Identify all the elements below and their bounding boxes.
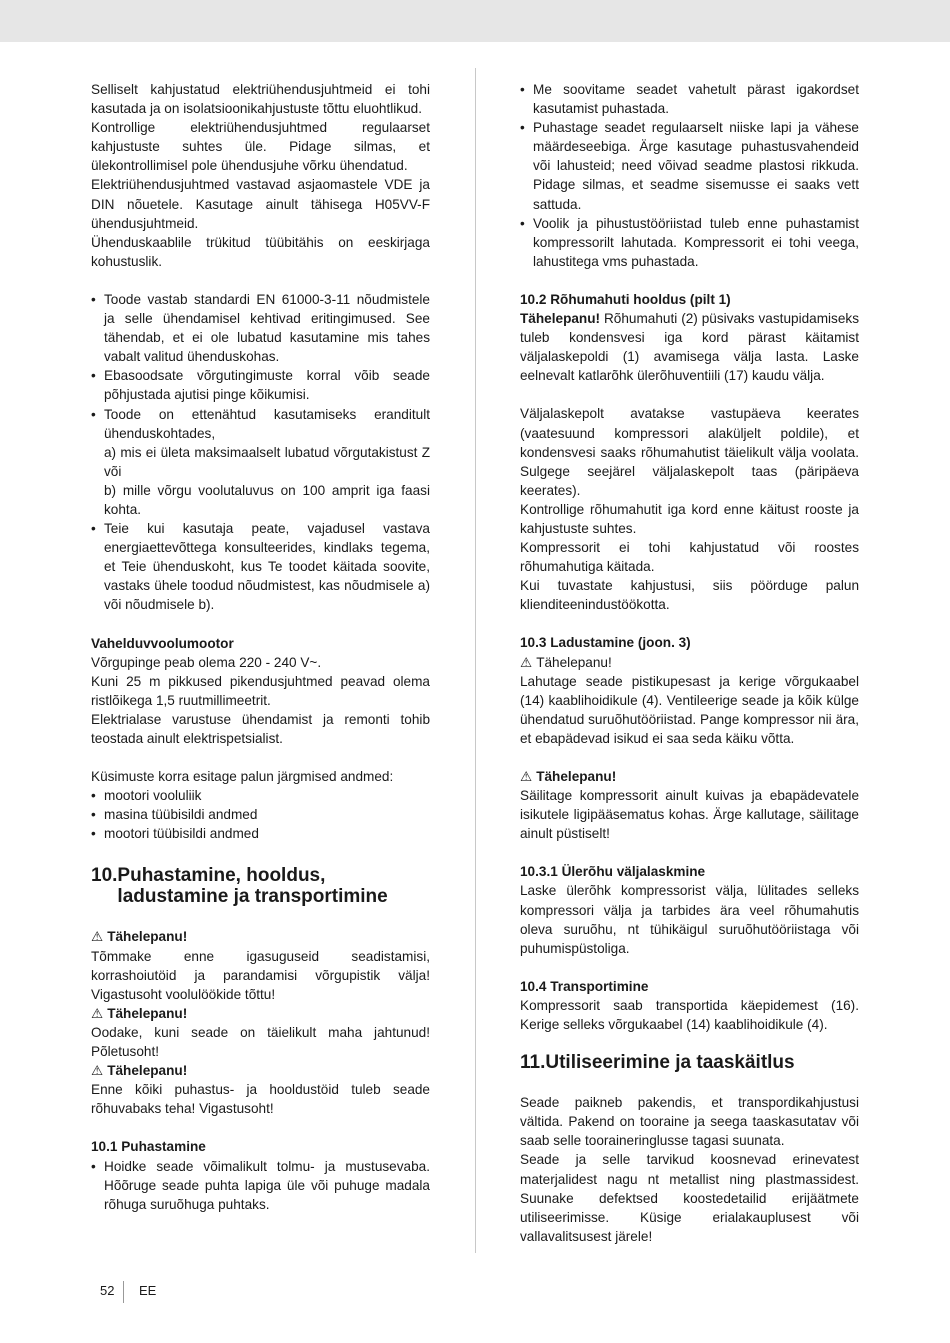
list-item-option-a: a) mis ei ületa maksimaalselt lubatud võrgutakistust Z või <box>104 444 430 479</box>
bullet-list <box>520 80 859 271</box>
paragraph: Elektriühendusjuhtmed vastavad asjaomastele VDE ja DIN nõuetele. Kasutage ainult tähisega H05VV-F ühendusjuhtmeid. <box>91 177 430 231</box>
paragraph: Kompressorit ei tohi kahjustatud või roostes rõhumahutiga käitada. <box>520 540 859 575</box>
warning-icon: ⚠ <box>520 654 533 670</box>
paragraph: Kuni 25 m pikkused pikendusjuhtmed peavad olema ristlõikega 1,5 ruutmillimeetrit. <box>91 673 430 708</box>
column-divider <box>475 68 476 1253</box>
list-item-text: Toode on ettenähtud kasutamiseks eranditult ühenduskohtades, <box>104 406 430 441</box>
section-heading: 10.2 Rõhumahuti hooldus (pilt 1) <box>520 291 731 307</box>
paragraph: Kontrollige rõhumahutit iga kord enne käitust rooste ja kahjustuste suhtes. <box>520 501 859 536</box>
warning-icon: ⚠ <box>91 1005 104 1021</box>
warning-heading: ⚠ Tähelepanu! <box>91 1061 430 1080</box>
list-item: • masina tüübisildi andmed <box>91 805 430 824</box>
warning-icon: ⚠ <box>91 929 104 945</box>
warning-icon: ⚠ <box>91 1063 104 1079</box>
footer-divider <box>123 1281 124 1303</box>
section-heading: 10.3.1 Ülerõhu väljalaskmine <box>520 864 706 880</box>
paragraph: Kui tuvastate kahjustusi, siis pöörduge palun klienditeenindustöökotta. <box>520 578 859 613</box>
paragraph: Võrgupinge peab olema 220 - 240 V~. <box>91 654 322 670</box>
section-heading: 10.3 Ladustamine (joon. 3) <box>520 635 691 651</box>
paragraph: Tähelepanu! Rõhumahuti (2) püsivaks vastupidamiseks tuleb kondensvesi iga kord pärast käitamist väljalaskepoldi (1) avamisega välja lasta. Laske eelnevalt katlarõhk ülerõhuventiili (17) kaudu välja. <box>520 311 860 384</box>
paragraph: Elektrialase varustuse ühendamist ja remonti tohib teostada ainult elektrispetsialist. <box>91 711 430 746</box>
paragraph: Kontrollige elektriühendusjuhtmed regulaarset kahjustuste suhtes üle. Pidage silmas, et ülekontrollimisel pole ühendusjuhe võrku ühendatud. <box>91 120 430 174</box>
list-item: • Puhastage seadet regulaarselt niiske lapi ja vähese määrdeseebiga. Ärge kasutage puhastusvahendeid või lahusteid; need võivad seadme plastosi rikkuda. Pidage silmas, et seadme sisemusse ei saaks vett sattuda. <box>520 118 859 213</box>
list-item: • Voolik ja pihustustööriistad tuleb enne puhastamist kompressorilt lahutada. Kompressorit ei tohi veega, lahustitega vms puhastada. <box>520 214 859 271</box>
paragraph: Seade paikneb pakendis, et transpordikahjustusi vältida. Pakend on tooraine ja seega taaskasutatav või saab selle tooraineringlusse tagasi suunata. <box>520 1095 859 1149</box>
section-title <box>520 1052 859 1073</box>
list-item: • mootori vooluliik <box>91 786 430 805</box>
section-heading: 10.4 Transportimine <box>520 978 649 994</box>
paragraph: Laske ülerõhk kompressorist välja, lülitades selleks kompressori välja ja tarbides ära veel rõhumahutis oleva suruõhu, nt tühikäigul suruõhutööriistaga või puhumispüstoliga. <box>520 883 859 956</box>
list-item: • Hoidke seade võimalikult tolmu- ja mustusevaba. Hõõruge seade puhta lapiga üle või puhuge madala rõhuga suruõhuga puhtaks. <box>91 1157 430 1214</box>
section-heading: 10.1 Puhastamine <box>91 1139 206 1155</box>
section-number: 11. <box>520 1052 546 1074</box>
warning-heading: ⚠ Tähelepanu! <box>520 767 859 786</box>
list-item: • Teie kui kasutaja peate, vajadusel vastava energiaettevõttega konsulteerides, kindlaks tegema, et Teie ühenduskoht, kus Te toodet käitada soovite, vastaks ühele toodud nõudmistest, kas nõudmisele a) või nõudmisele b). <box>91 519 430 614</box>
list-item-option-b: b) mille võrgu voolutaluvus on 100 amprit iga faasi kohta. <box>104 482 430 517</box>
warning-heading: ⚠ Tähelepanu! <box>91 1004 430 1023</box>
bullet-list <box>91 290 430 615</box>
paragraph: Ühenduskaablile trükitud tüübitähis on eeskirjaga kohustuslik. <box>91 234 430 269</box>
top-bar <box>0 0 950 42</box>
paragraph: Väljalaskepolt avatakse vastupäeva keerates (vaatesuund kompressori alaküljelt poldile), et kondensvesi saaks rõhumahutist täielikult välja voolata. Sulgege seejärel väljalaskepolt taas (päripäeva keerates). <box>520 406 859 498</box>
paragraph: Säilitage kompressorit ainult kuivas ja ebapädevatele isikutele ligipääsematus kohas. Ärge kallutage, säilitage ainult püstiselt! <box>520 788 859 842</box>
warning-icon: ⚠ <box>520 769 533 784</box>
paragraph: Selliselt kahjustatud elektriühendusjuhtmeid ei tohi kasutada ja on isolatsioonikahjustuste tõttu eluohtlikud. <box>91 82 430 117</box>
paragraph: Enne kõiki puhastus- ja hooldustöid tuleb seade rõhuvabaks teha! Vigastusoht! <box>91 1082 430 1117</box>
warning-heading: ⚠ Tähelepanu! <box>91 927 430 946</box>
paragraph: Oodake, kuni seade on täielikult maha jahtunud! Põletusoht! <box>91 1024 430 1060</box>
section-heading: Vahelduvvoolumootor <box>91 635 234 651</box>
paragraph: Küsimuste korra esitage palun järgmised andmed: <box>91 769 394 785</box>
list-item: • Ebasoodsate võrgutingimuste korral võib seade põhjustada ajutisi pinge kõikumisi. <box>91 366 430 404</box>
section-title <box>91 865 430 907</box>
list-item: • mootori tüübisildi andmed <box>91 824 430 843</box>
list-item <box>91 405 430 520</box>
section-number: 10. <box>91 865 118 887</box>
page-number: 52 <box>100 1283 115 1298</box>
language-code: EE <box>139 1283 157 1298</box>
right-column <box>520 80 859 1246</box>
bullet-list <box>91 1157 430 1214</box>
paragraph: Seade ja selle tarvikud koosnevad erinevatest materjalidest nagu nt metallist ning plastmassidest. Suunake defektsed koostedetailid erijäätmete utiliseerimisse. Küsige erialakauplusest või vallavalitsusest järele! <box>520 1152 859 1244</box>
paragraph: Kompressorit saab transportida käepidemest (16). Kerige selleks võrgukaabel (14) kaablihoidikule (4). <box>520 997 859 1033</box>
left-column <box>91 80 430 1214</box>
paragraph: Lahutage seade pistikupesast ja kerige võrgukaabel (14) kaablihoidikule (4). Ventileerige seade ja kõik külge ühendatud suruõhutööriistad. Pange kompressor nii ära, et ebapädevad isikud ei saa seda käiku võtta. <box>520 673 859 746</box>
warning-heading: ⚠ Tähelepanu! <box>520 653 859 672</box>
section-title-text: Utiliseerimine ja taaskäitlus <box>545 1052 795 1074</box>
bullet-list <box>91 786 430 843</box>
section-title-text: Puhastamine, hooldus, ladustamine ja transportimine <box>117 865 388 908</box>
list-item: • Me soovitame seadet vahetult pärast igakordset kasutamist puhastada. <box>520 80 859 118</box>
list-item: • Toode vastab standardi EN 61000-3-11 nõudmistele ja selle ühendamisel kehtivad eritingimused. See tähendab, et ei ole lubatud kasutamine mis tahes vabalt valitud ühenduskohas. <box>91 290 430 366</box>
paragraph: Tõmmake enne igasuguseid seadistamisi, korrashoiutöid ja parandamisi võrgupistik välja! Vigastusoht voolulöökide tõttu! <box>91 948 430 1002</box>
warning-label: Tähelepanu! <box>520 311 601 327</box>
